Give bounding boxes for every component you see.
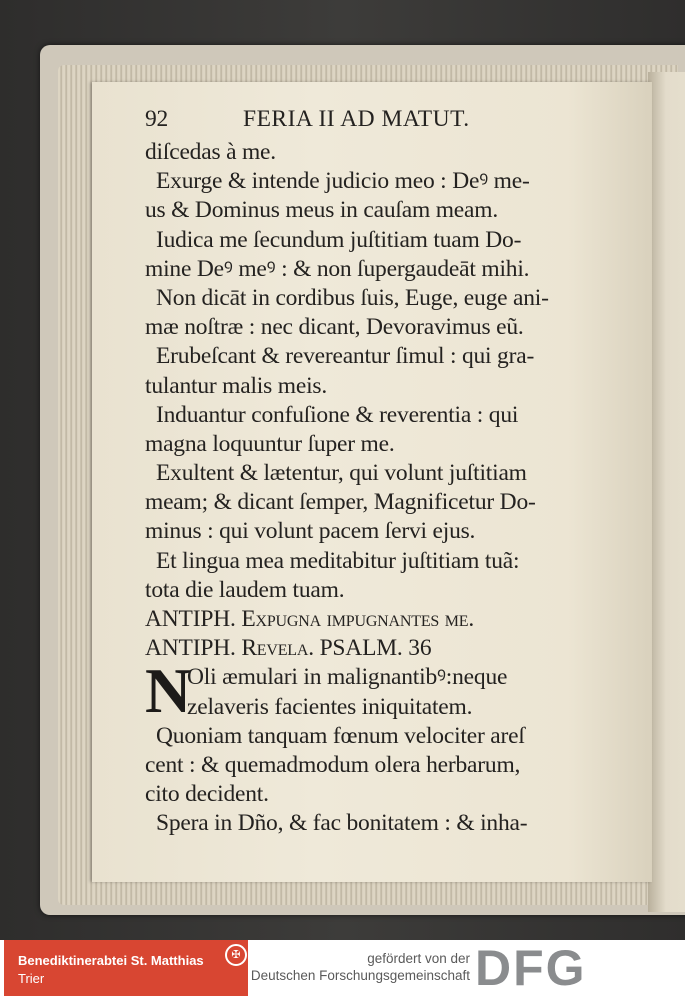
text-line: Erubeſcant & revereantur ſimul : qui gra- <box>156 343 535 370</box>
text-line: mæ noſtræ : nec dicant, Devoravimus eũ. <box>145 314 524 341</box>
text-line: magna loquuntur ſuper me. <box>145 430 395 457</box>
page-text <box>145 105 615 839</box>
antiphon-line: ANTIPH. Revela. PSALM. 36 <box>145 635 432 662</box>
text-line: Spera in Dño, & fac bonitatem : & inha- <box>156 810 528 837</box>
text-line: Induantur confuſione & reverentia : qui <box>156 401 519 428</box>
facing-page-edge <box>648 72 685 912</box>
text-line: Oli æmulari in malignantibꝰ:neque <box>187 664 508 691</box>
text-line: diſcedas à me. <box>145 139 276 165</box>
institution-name: Benediktinerabtei St. Matthias <box>18 953 204 968</box>
text-line: Et lingua mea meditabitur juſtitiam tuã: <box>156 547 520 574</box>
antiphon-line: ANTIPH. Expugna impugnantes me. <box>145 606 475 632</box>
text-line: cito decident. <box>145 781 269 808</box>
text-line: minus : qui volunt pacem ſervi ejus. <box>145 518 476 545</box>
psalm-opening <box>145 655 615 727</box>
funder-credit <box>251 950 470 984</box>
text-line: zelaveris facientes iniquitatem. <box>187 693 473 720</box>
funder-line-1: gefördert von der <box>367 951 470 966</box>
institution-city: Trier <box>18 971 45 986</box>
text-line: tulantur malis meis. <box>145 372 328 399</box>
running-header <box>145 105 615 138</box>
text-line: Iudica me ſecundum juſtitiam tuam Do- <box>156 226 522 253</box>
running-title: FERIA II AD MATUT. <box>243 106 470 132</box>
text-line: meam; & dicant ſemper, Magnificetur Do- <box>145 489 536 516</box>
text-line: Exultent & lætentur, qui volunt juſtitiam <box>156 460 527 487</box>
text-line: Quoniam tanquam fœnum velociter areſ <box>156 722 525 749</box>
text-line: Exurge & intende judicio meo : Deꝰ me- <box>156 168 530 195</box>
text-line: mine Deꝰ meꝰ : & non ſupergaudeāt mihi. <box>145 255 530 282</box>
dfg-logo[interactable]: DFG <box>475 940 587 996</box>
text-line: Non dicāt in cordibus ſuis, Euge, euge ani- <box>156 284 549 311</box>
abbey-emblem-icon: ✠ <box>225 944 247 966</box>
institution-badge[interactable] <box>4 940 248 996</box>
text-line: tota die laudem tuam. <box>145 576 345 603</box>
funder-line-2: Deutschen Forschungsgemeinschaft <box>250 968 470 983</box>
page-number: 92 <box>145 106 169 132</box>
text-line: us & Dominus meus in cauſam meam. <box>145 197 499 224</box>
drop-cap: N <box>145 655 192 727</box>
text-line: cent : & quemadmodum olera herbarum, <box>145 751 521 778</box>
